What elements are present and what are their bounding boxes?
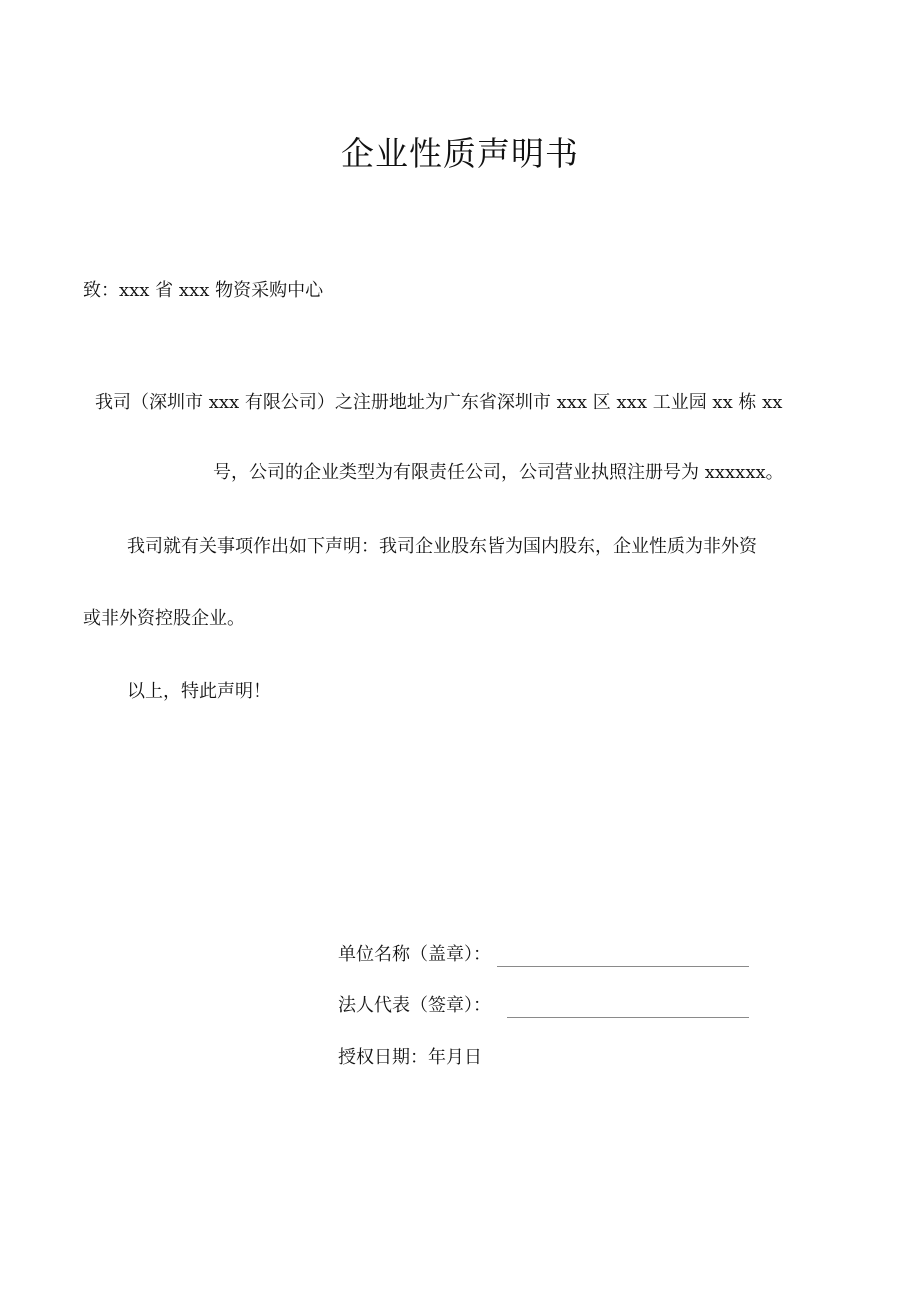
recipient-line: 致：xxx 省 xxx 物资采购中心 bbox=[83, 280, 324, 301]
paragraph-1-line-2: 号，公司的企业类型为有限责任公司，公司营业执照注册号为 xxxxxx。 bbox=[213, 462, 784, 483]
closing-statement: 以上，特此声明！ bbox=[127, 681, 271, 702]
paragraph-2-line-1: 我司就有关事项作出如下声明：我司企业股东皆为国内股东，企业性质为非外资 bbox=[127, 536, 757, 557]
unit-name-label: 单位名称（盖章）： bbox=[338, 944, 491, 965]
unit-name-signature-line[interactable] bbox=[497, 946, 749, 967]
paragraph-2-line-2: 或非外资控股企业。 bbox=[83, 608, 245, 629]
authorization-date: 授权日期：年月日 bbox=[338, 1047, 482, 1068]
document-title: 企业性质声明书 bbox=[341, 134, 579, 173]
legal-representative-signature-line[interactable] bbox=[507, 997, 749, 1018]
paragraph-1-line-1: 我司（深圳市 xxx 有限公司）之注册地址为广东省深圳市 xxx 区 xxx 工业园 xx 栋 xx bbox=[95, 392, 783, 413]
legal-representative-row bbox=[338, 994, 749, 1018]
unit-name-row bbox=[338, 943, 749, 967]
legal-representative-label: 法人代表（签章）： bbox=[338, 995, 491, 1016]
